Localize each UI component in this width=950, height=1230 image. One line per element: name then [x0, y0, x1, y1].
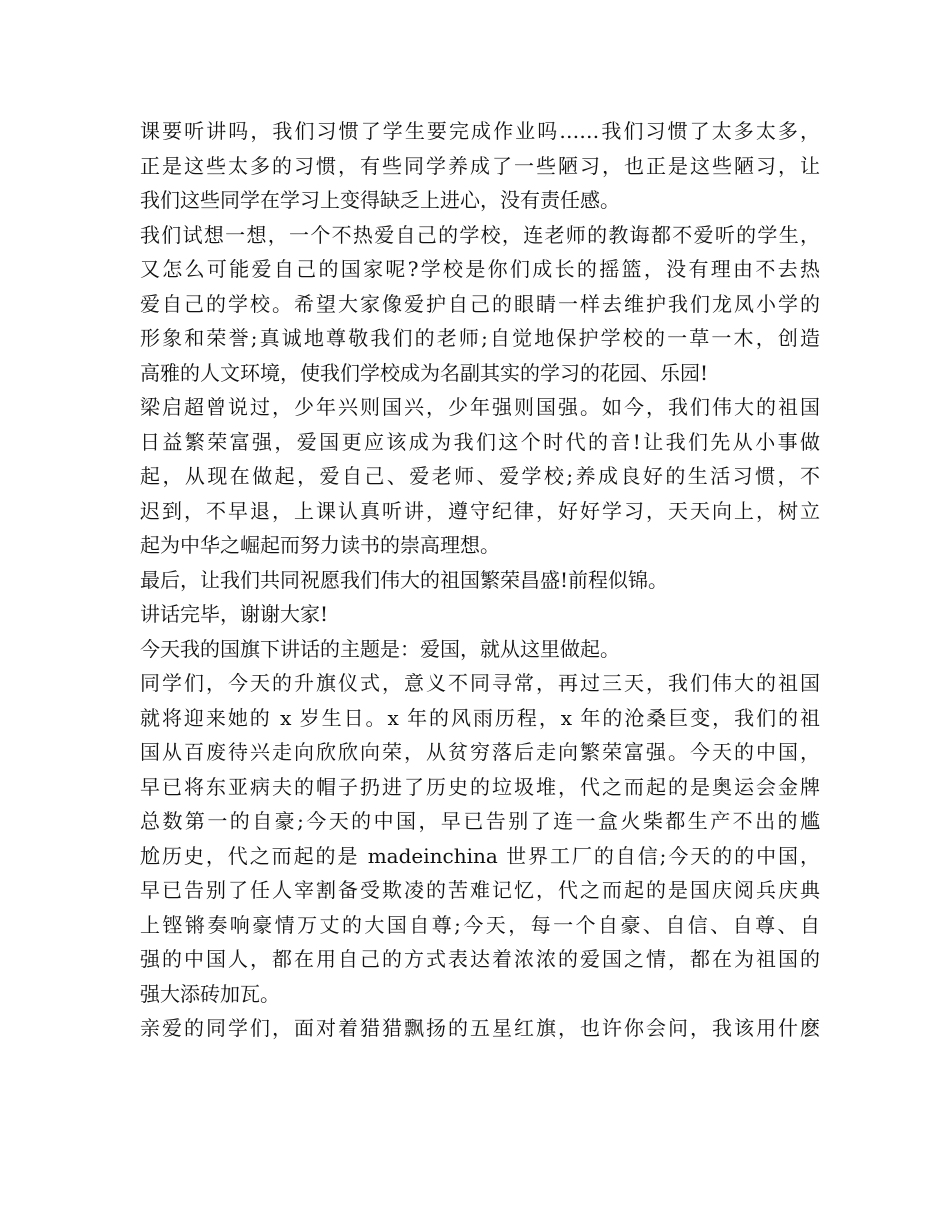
text-line: 日益繁荣富强，爱国更应该成为我们这个时代的音!让我们先从小事做 [140, 429, 820, 454]
text-line: 尬历史，代之而起的是 madeinchina 世界工厂的自信;今天的的中国， [140, 843, 820, 868]
text-line: 强大添砖加瓦。 [140, 981, 280, 1006]
text-line: 最后，让我们共同祝愿我们伟大的祖国繁荣昌盛!前程似锦。 [140, 567, 669, 592]
text-line: 课要听讲吗，我们习惯了学生要完成作业吗……我们习惯了太多太多， [140, 119, 820, 143]
text-line: 形象和荣誉;真诚地尊敬我们的老师;自觉地保护学校的一草一木，创造 [140, 326, 820, 350]
text-line: 国从百废待兴走向欣欣向荣，从贫穷落后走向繁荣富强。今天的中国， [140, 740, 820, 764]
document-body-text [140, 114, 820, 1046]
text-line: 起为中华之崛起而努力读书的崇高理想。 [140, 533, 500, 557]
text-line: 迟到，不早退，上课认真听讲，遵守纪律，好好学习，天天向上，树立 [140, 498, 820, 523]
text-line: 正是这些太多的习惯，有些同学养成了一些陋习，也正是这些陋习，让 [140, 153, 820, 178]
text-line: 上铿锵奏响豪情万丈的大国自尊;今天，每一个自豪、自信、自尊、自 [140, 912, 820, 937]
text-line: 梁启超曾说过，少年兴则国兴，少年强则国强。如今，我们伟大的祖国 [140, 395, 820, 419]
text-line: 同学们，今天的升旗仪式，意义不同寻常，再过三天，我们伟大的祖国 [140, 671, 820, 695]
text-line: 强的中国人，都在用自己的方式表达着浓浓的爱国之情，都在为祖国的 [140, 947, 820, 971]
text-line: 就将迎来她的 x 岁生日。x 年的风雨历程，x 年的沧桑巨变，我们的祖 [140, 705, 820, 730]
text-line: 讲话完毕，谢谢大家! [140, 602, 329, 626]
text-line: 我们试想一想，一个不热爱自己的学校，连老师的教诲都不爱听的学生， [140, 222, 820, 247]
text-line: 起，从现在做起，爱自己、爱老师、爱学校;养成良好的生活习惯，不 [140, 464, 820, 488]
text-line: 总数第一的自豪;今天的中国，早已告别了连一盒火柴都生产不出的尴 [140, 809, 820, 833]
text-line: 高雅的人文环境，使我们学校成为名副其实的学习的花园、乐园! [140, 360, 709, 385]
text-line: 又怎么可能爱自己的国家呢?学校是你们成长的摇篮，没有理由不去热 [140, 257, 820, 281]
text-line: 我们这些同学在学习上变得缺乏上进心，没有责任感。 [140, 188, 620, 212]
text-line: 亲爱的同学们，面对着猎猎飘扬的五星红旗，也许你会问，我该用什麽 [140, 1016, 820, 1040]
text-line: 今天我的国旗下讲话的主题是：爱国，就从这里做起。 [140, 636, 620, 661]
text-line: 早已告别了任人宰割备受欺凌的苦难记忆，代之而起的是国庆阅兵庆典 [140, 878, 820, 902]
text-line: 早已将东亚病夫的帽子扔进了历史的垃圾堆，代之而起的是奥运会金牌 [140, 774, 820, 799]
text-line: 爱自己的学校。希望大家像爱护自己的眼睛一样去维护我们龙凤小学的 [140, 291, 820, 316]
